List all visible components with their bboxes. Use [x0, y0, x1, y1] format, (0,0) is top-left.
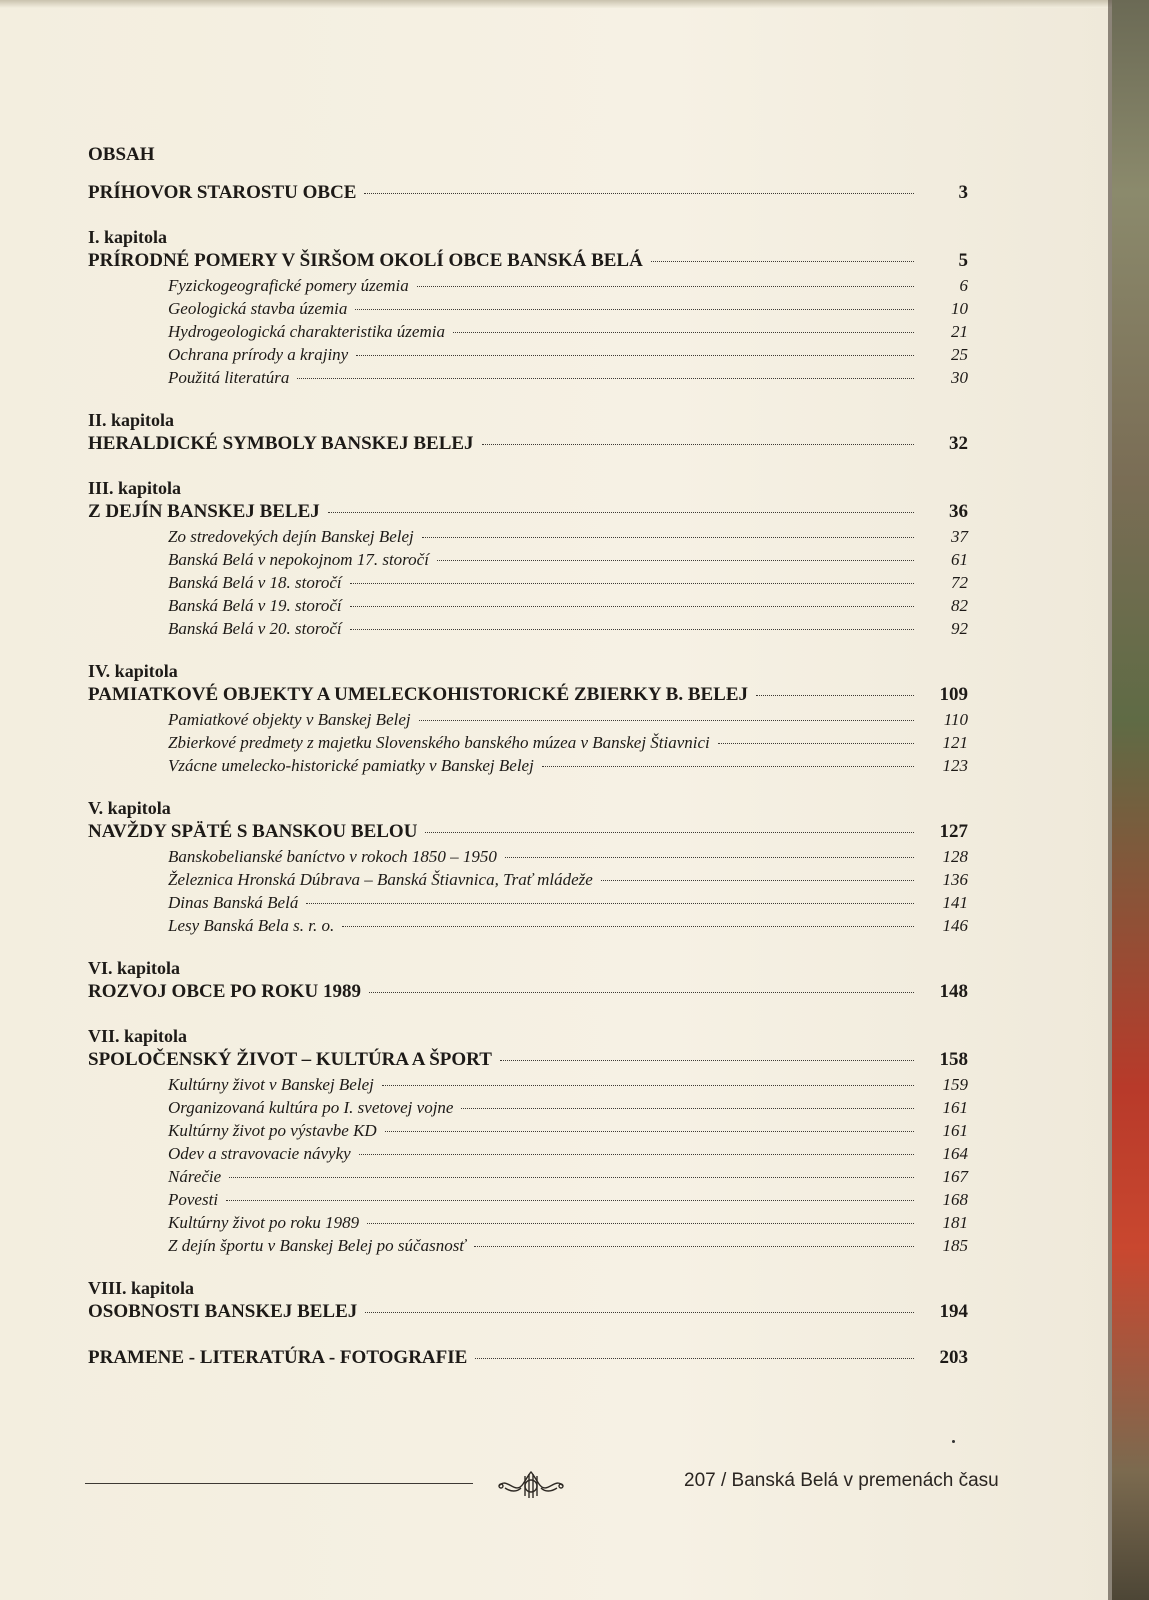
- page-number: 109: [939, 684, 968, 705]
- toc-title: OBSAH: [88, 144, 155, 165]
- dot-leader: [226, 1200, 914, 1201]
- footer-page-number: 207: [684, 1470, 716, 1491]
- page-number: 148: [939, 981, 968, 1002]
- adjacent-page-strip: [1112, 0, 1149, 1600]
- toc-section-row: [88, 180, 968, 206]
- page-number: 61: [951, 550, 968, 569]
- item-label: Zo stredovekých dejín Banskej Belej: [168, 527, 414, 546]
- chapter-label: I. kapitola: [88, 227, 168, 247]
- dot-leader: [422, 537, 914, 538]
- dot-leader: [306, 903, 914, 904]
- toc-item-row: [88, 1096, 968, 1119]
- dot-leader: [328, 512, 914, 513]
- toc-section-row: [88, 248, 968, 274]
- item-label: Železnica Hronská Dúbrava – Banská Štiavnica, Trať mládeže: [168, 870, 593, 889]
- dot-leader: [453, 332, 914, 333]
- dot-leader: [369, 992, 914, 993]
- section-heading: OSOBNOSTI BANSKEJ BELEJ: [88, 1301, 358, 1322]
- page-number: 146: [942, 916, 968, 935]
- dot-leader: [756, 695, 914, 696]
- item-label: Dinas Banská Belá: [168, 893, 299, 912]
- chapter-label: VII. kapitola: [88, 1026, 188, 1046]
- item-label: Lesy Banská Bela s. r. o.: [168, 916, 335, 935]
- dot-leader: [359, 1154, 914, 1155]
- dot-leader: [500, 1060, 914, 1061]
- toc-item-row: [88, 845, 968, 868]
- item-label: Kultúrny život po výstavbe KD: [168, 1121, 377, 1140]
- section-heading: Z DEJÍN BANSKEJ BELEJ: [88, 501, 320, 522]
- toc-item-row: [88, 343, 968, 366]
- toc-item-row: [88, 891, 968, 914]
- dot-leader: [350, 583, 914, 584]
- item-label: Kultúrny život po roku 1989: [168, 1213, 360, 1232]
- dot-leader: [505, 857, 914, 858]
- item-label: Zbierkové predmety z majetku Slovenského banského múzea v Banskej Štiavnici: [168, 733, 710, 752]
- toc-item-row: [88, 708, 968, 731]
- section-heading: PRÍRODNÉ POMERY V ŠIRŠOM OKOLÍ OBCE BANSKÁ BELÁ: [88, 250, 643, 271]
- dot-leader: [475, 1358, 914, 1359]
- toc-item-row: [88, 1234, 968, 1257]
- stray-mark: [952, 1440, 955, 1443]
- toc-item-row: [88, 1165, 968, 1188]
- chapter-label: II. kapitola: [88, 410, 175, 430]
- toc-section-row: [88, 431, 968, 457]
- toc-section-row: [88, 979, 968, 1005]
- dot-leader: [651, 261, 914, 262]
- page-number: 3: [958, 182, 968, 203]
- item-label: Hydrogeologická charakteristika územia: [168, 322, 445, 341]
- toc-item-row: [88, 914, 968, 937]
- page-number: 123: [942, 756, 968, 775]
- dot-leader: [382, 1085, 914, 1086]
- section-heading: NAVŽDY SPÄTÉ S BANSKOU BELOU: [88, 821, 418, 842]
- footer: [684, 1470, 999, 1492]
- page-number: 6: [959, 276, 968, 295]
- item-label: Banskobelianské baníctvo v rokoch 1850 – 1950: [168, 847, 497, 866]
- page-number: 185: [942, 1236, 968, 1255]
- toc-item-row: [88, 297, 968, 320]
- item-label: Povesti: [168, 1190, 219, 1209]
- section-heading: PRAMENE - LITERATÚRA - FOTOGRAFIE: [88, 1347, 468, 1368]
- dot-leader: [229, 1177, 914, 1178]
- page-number: 203: [939, 1347, 968, 1368]
- chapter-label: IV. kapitola: [88, 661, 178, 681]
- page-number: 128: [942, 847, 968, 866]
- toc-item-row: [88, 1142, 968, 1165]
- toc-section-row: [88, 819, 968, 845]
- page-number: 127: [939, 821, 968, 842]
- page-number: 161: [942, 1098, 968, 1117]
- page-number: 194: [939, 1301, 968, 1322]
- page-number: 92: [951, 619, 968, 638]
- toc-item-row: [88, 525, 968, 548]
- page-number: 158: [939, 1049, 968, 1070]
- item-label: Nárečie: [168, 1167, 222, 1186]
- dot-leader: [419, 720, 914, 721]
- dot-leader: [417, 286, 914, 287]
- item-label: Použitá literatúra: [168, 368, 290, 387]
- page-number: 136: [942, 870, 968, 889]
- toc-item-row: [88, 320, 968, 343]
- page-number: 5: [958, 250, 968, 271]
- page-number: 164: [942, 1144, 968, 1163]
- item-label: Ochrana prírody a krajiny: [168, 345, 349, 364]
- item-label: Vzácne umelecko-historické pamiatky v Banskej Belej: [168, 756, 534, 775]
- toc-item-row: [88, 548, 968, 571]
- toc-item-row: [88, 1073, 968, 1096]
- toc-item-row: [88, 571, 968, 594]
- toc-section-row: [88, 1299, 968, 1325]
- dot-leader: [350, 606, 914, 607]
- toc-item-row: [88, 594, 968, 617]
- page-number: 32: [949, 433, 968, 454]
- page-number: 25: [951, 345, 968, 364]
- dot-leader: [385, 1131, 914, 1132]
- page-number: 37: [951, 527, 968, 546]
- dot-leader: [350, 629, 914, 630]
- toc-item-row: [88, 731, 968, 754]
- dot-leader: [297, 378, 914, 379]
- section-heading: SPOLOČENSKÝ ŽIVOT – KULTÚRA A ŠPORT: [88, 1049, 492, 1070]
- toc-item-row: [88, 617, 968, 640]
- toc-item-row: [88, 1119, 968, 1142]
- item-label: Z dejín športu v Banskej Belej po súčasnosť: [168, 1236, 466, 1255]
- page-number: 10: [951, 299, 968, 318]
- page-number: 36: [949, 501, 968, 522]
- page-number: 110: [943, 710, 968, 729]
- page-number: 168: [942, 1190, 968, 1209]
- dot-leader: [474, 1246, 914, 1247]
- dot-leader: [437, 560, 914, 561]
- item-label: Kultúrny život v Banskej Belej: [168, 1075, 374, 1094]
- toc-section-row: [88, 682, 968, 708]
- page-number: 72: [951, 573, 968, 592]
- page-number: 167: [942, 1167, 968, 1186]
- dot-leader: [425, 832, 914, 833]
- toc-item-row: [88, 366, 968, 389]
- page-number: 21: [951, 322, 968, 341]
- ornament-icon: [495, 1466, 567, 1502]
- page-top-edge: [0, 0, 1112, 8]
- toc-item-row: [88, 754, 968, 777]
- item-label: Banská Belá v 20. storočí: [168, 619, 342, 638]
- dot-leader: [482, 444, 914, 445]
- item-label: Banská Belá v nepokojnom 17. storočí: [168, 550, 429, 569]
- item-label: Banská Belá v 18. storočí: [168, 573, 342, 592]
- item-label: Banská Belá v 19. storočí: [168, 596, 342, 615]
- item-label: Geologická stavba územia: [168, 299, 348, 318]
- toc-item-row: [88, 868, 968, 891]
- chapter-label: VI. kapitola: [88, 958, 181, 978]
- page-number: 181: [942, 1213, 968, 1232]
- chapter-label: III. kapitola: [88, 478, 182, 498]
- footer-rule: [85, 1483, 473, 1484]
- toc-section-row: [88, 1047, 968, 1073]
- item-label: Organizovaná kultúra po I. svetovej vojne: [168, 1098, 454, 1117]
- page-number: 141: [942, 893, 968, 912]
- section-heading: PAMIATKOVÉ OBJEKTY A UMELECKOHISTORICKÉ ZBIERKY B. BELEJ: [88, 684, 749, 705]
- footer-separator: /: [720, 1470, 727, 1491]
- chapter-label: VIII. kapitola: [88, 1278, 195, 1298]
- page-number: 161: [942, 1121, 968, 1140]
- section-heading: HERALDICKÉ SYMBOLY BANSKEJ BELEJ: [88, 433, 474, 454]
- section-heading: ROZVOJ OBCE PO ROKU 1989: [88, 981, 362, 1002]
- dot-leader: [367, 1223, 914, 1224]
- item-label: Pamiatkové objekty v Banskej Belej: [168, 710, 411, 729]
- page-number: 30: [951, 368, 968, 387]
- dot-leader: [365, 1312, 914, 1313]
- page-number: 121: [942, 733, 968, 752]
- dot-leader: [355, 309, 914, 310]
- dot-leader: [542, 766, 914, 767]
- toc-item-row: [88, 274, 968, 297]
- toc-item-row: [88, 1211, 968, 1234]
- toc-section-row: [88, 1345, 968, 1371]
- dot-leader: [364, 193, 914, 194]
- item-label: Odev a stravovacie návyky: [168, 1144, 351, 1163]
- dot-leader: [461, 1108, 914, 1109]
- item-label: Fyzickogeografické pomery územia: [168, 276, 409, 295]
- chapter-label: V. kapitola: [88, 798, 171, 818]
- section-heading: PRÍHOVOR STAROSTU OBCE: [88, 182, 357, 203]
- dot-leader: [601, 880, 914, 881]
- table-of-contents: [88, 144, 968, 1371]
- toc-section-row: [88, 499, 968, 525]
- toc-item-row: [88, 1188, 968, 1211]
- page-number: 82: [951, 596, 968, 615]
- footer-book-title: Banská Belá v premenách času: [731, 1470, 999, 1491]
- dot-leader: [356, 355, 914, 356]
- page-number: 159: [942, 1075, 968, 1094]
- dot-leader: [718, 743, 914, 744]
- dot-leader: [342, 926, 914, 927]
